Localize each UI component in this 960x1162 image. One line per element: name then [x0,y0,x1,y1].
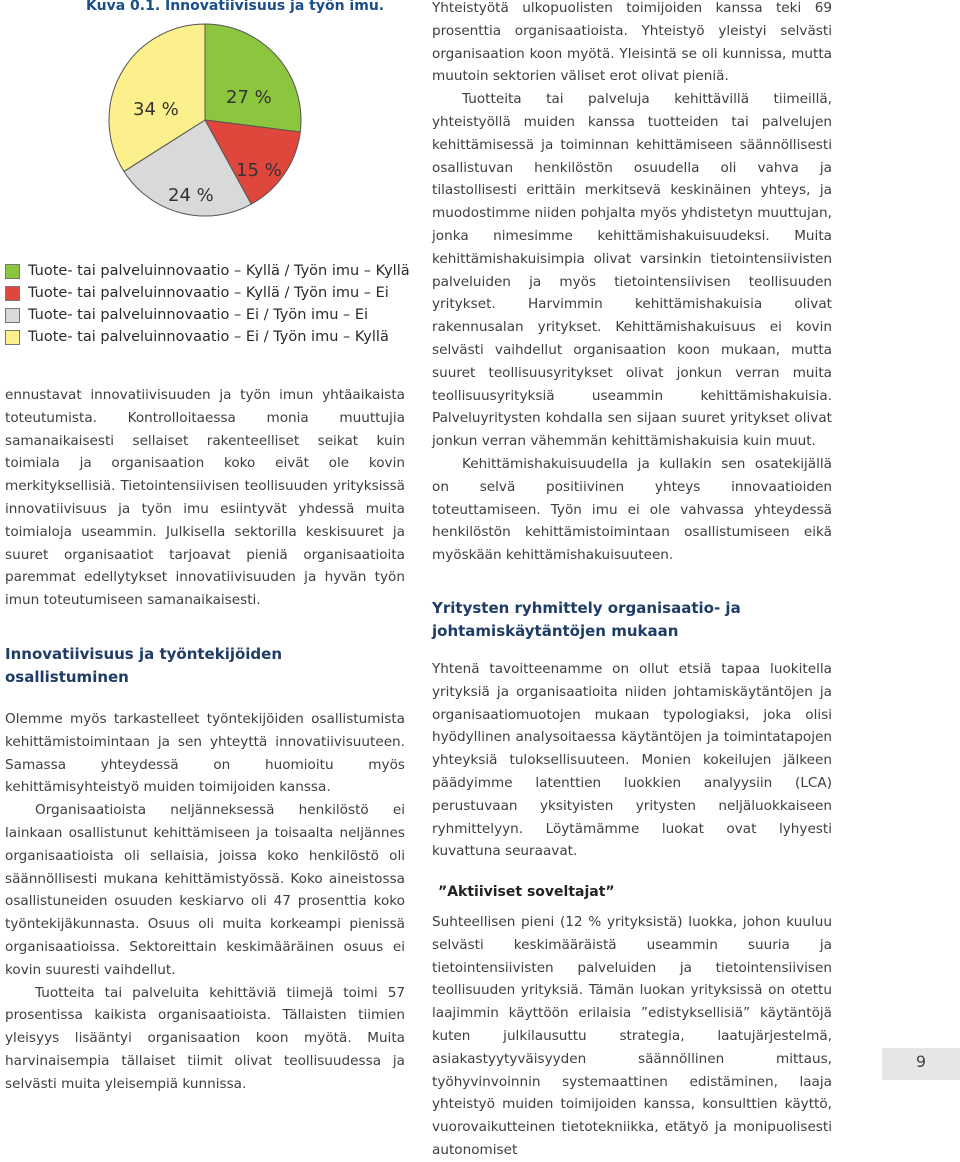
legend-swatch-0 [5,264,20,279]
body-paragraph: Suhteellisen pieni (12 % yrityksistä) luokka, johon kuuluu selvästi keskimääräistä useammin suuria ja tietointensiivisten palveluiden ja tietointensiivisen teollisuuden yrityksiä. Tämän luokan yrityksissä on otettu laajimmin käyttöön erilaisia ”edistyksellisiä” käytäntöjä kuten julkilausuttu strategia, laatujärjestelmä, asiakastyytyväisyyden säännöllinen mittaus, työhyvinvoinnin systemaattinen edistäminen, laaja yhteistyö muiden toimijoiden kanssa, konsulttien käyttö, vuorovaikutteinen tietotekniikka, etätyö ja monipuolisesti autonomiset [432,914,832,1159]
subsection-heading: ”Aktiiviset soveltajat” [438,884,615,901]
page-number-box [882,1048,960,1080]
page-number: 9 [915,1052,927,1071]
body-paragraph: Yhteistyötä ulkopuolisten toimijoiden kanssa teki 69 prosenttia organisaatioista. Yhteistyö yleistyi selvästi organisaation koon myötä. Yleisintä se oli kunnissa, mutta muutoin sektorien väliset erot olivat pieniä. [432,0,832,85]
legend-label: Tuote- tai palveluinnovaatio – Ei / Työn imu – Kyllä [28,329,389,345]
pie-value-label-1: 15 % [236,160,282,181]
left-column [5,384,405,1096]
pie-chart [0,0,310,250]
chart-legend [5,260,410,348]
legend-item [5,304,410,326]
legend-label: Tuote- tai palveluinnovaatio – Kyllä / Työn imu – Ei [28,285,389,301]
body-paragraph: Olemme myös tarkastelleet työntekijöiden osallistumista kehittämistoimintaan ja sen yhteyttä innovatiivisuuteen. Samassa yhteydessä on huomioitu myös kehittämisyhteistyö muiden toimijoiden kanssa. [5,710,405,796]
pie-value-label-3: 34 % [133,99,179,120]
section-heading: Innovatiivisuus ja työntekijöiden osallistuminen [5,644,283,686]
body-paragraph: Kehittämishakuisuudella ja kullakin sen osatekijällä on selvä positiivinen yhteys innovaatioiden toteuttamiseen. Työn imu ei ole vahvassa yhteydessä henkilöstön kehittämistoimintaan osallistumiseen eikä myöskään kehittämishakuisuuteen. [432,455,832,564]
body-paragraph: Yhtenä tavoitteenamme on ollut etsiä tapaa luokitella yrityksiä ja organisaatioita niiden johtamiskäytäntöjen ja organisaatiomuotojen mukaan typologiaksi, joka olisi hyödyllinen analysoitaessa käytäntöjen ja toimintatapojen yhteyksiä tuloksellisuuteen. Monien kokeilujen jälkeen päädyimme latenttien luokkien analyysiin (LCA) perustuvaan yksityisten yritysten neljäluokkaiseen ryhmittelyyn. Löytämämme luokat ovat lyhyesti kuvattuna seuraavat. [432,660,832,860]
legend-label: Tuote- tai palveluinnovaatio – Kyllä / Työn imu – Kyllä [28,263,410,279]
body-paragraph: Organisaatioista neljänneksessä henkilöstö ei lainkaan osallistunut kehittämiseen ja toisaalta neljännes organisaatioista oli sellaisia, joissa koko henkilöstö oli säännöllisesti mukana kehittämistyössä. Koko aineistossa osallistuneiden osuuden keskiarvo oli 47 prosenttia koko työntekijäkunnasta. Osuus oli muita korkeampi pienissä organisaatioissa. Sektoreittain keskimääräinen osuus ei kovin suuresti vaihdellut. [5,802,405,978]
legend-item [5,326,410,348]
pie-value-label-0: 27 % [226,87,272,108]
figure-caption: Kuva 0.1. Innovatiivisuus ja työn imu. [86,0,385,14]
legend-item [5,282,410,304]
body-paragraph: Tuotteita tai palveluja kehittävillä tiimeillä, yhteistyöllä muiden kanssa tuotteiden tai palvelujen kehittämisessä ja toiminnan kehittämiseen säännöllisesti osallistuvan henkilöstön osuudella oli vahva ja tilastollisesti erittäin merkitsevä keskinäinen yhteys, ja muodostimme niiden pohjalta myös yhdistetyn muuttujan, jonka nimesimme kehittämishakuisuudeksi. Muita kehittämishakuisimpia olivat varsinkin tietointensiivisten palveluiden ja myös tietointensiivisen teollisuuden yritykset. Harvimmin kehittämishakuisia olivat rakennusalan yritykset. Kehittämishakuisuus ei kovin selvästi vaihdellut organisaation koon mukaan, mutta suuret teollisuusyritykset olivat jonkun verran muita teollisuusyrityksiä useammin kehittämishakuisia. Palveluyritysten kohdalla sen sijaan suuret yritykset olivat jonkun verran vähemmän kehittämishakuisia kuin muut. [432,91,832,450]
legend-swatch-3 [5,330,20,345]
pie-value-label-2: 24 % [168,185,214,206]
legend-swatch-1 [5,286,20,301]
section-heading: Yritysten ryhmittely organisaatio- ja johtamiskäytäntöjen mukaan [432,598,741,640]
pie-slice-0 [205,24,301,132]
body-paragraph: ennustavat innovatiivisuuden ja työn imun yhtäaikaista toteutumista. Kontrolloitaessa monia muuttujia samanaikaisesti sellaiset rakenteelliset seikat kuin toimiala ja organisaation koko eivät ole kovin merkityksellisiä. Tietointensiivisen teollisuuden yrityksissä innovatiivisuus ja työn imu esiintyvät yhdessä muita toimialoja useammin. Julkisella sektorilla keskisuuret ja suuret organisaatiot tarjoavat pieniä organisaatioita paremmat edellytykset innovatiivisuuden ja hyvän työn imun toteutumiseen samanaikaisesti. [5,387,405,609]
legend-swatch-2 [5,308,20,323]
legend-item [5,260,410,282]
body-paragraph: Tuotteita tai palveluita kehittäviä tiimejä toimi 57 prosentissa kaikista organisaatioista. Tällaisten tiimien yleisyys lisääntyi organisaation koon myötä. Muita harvinaisempia tällaiset tiimit olivat teollisuudessa ja selvästi muita yleisempiä kunnissa. [5,984,405,1092]
legend-label: Tuote- tai palveluinnovaatio – Ei / Työn imu – Ei [28,307,369,323]
right-column [432,0,832,1162]
